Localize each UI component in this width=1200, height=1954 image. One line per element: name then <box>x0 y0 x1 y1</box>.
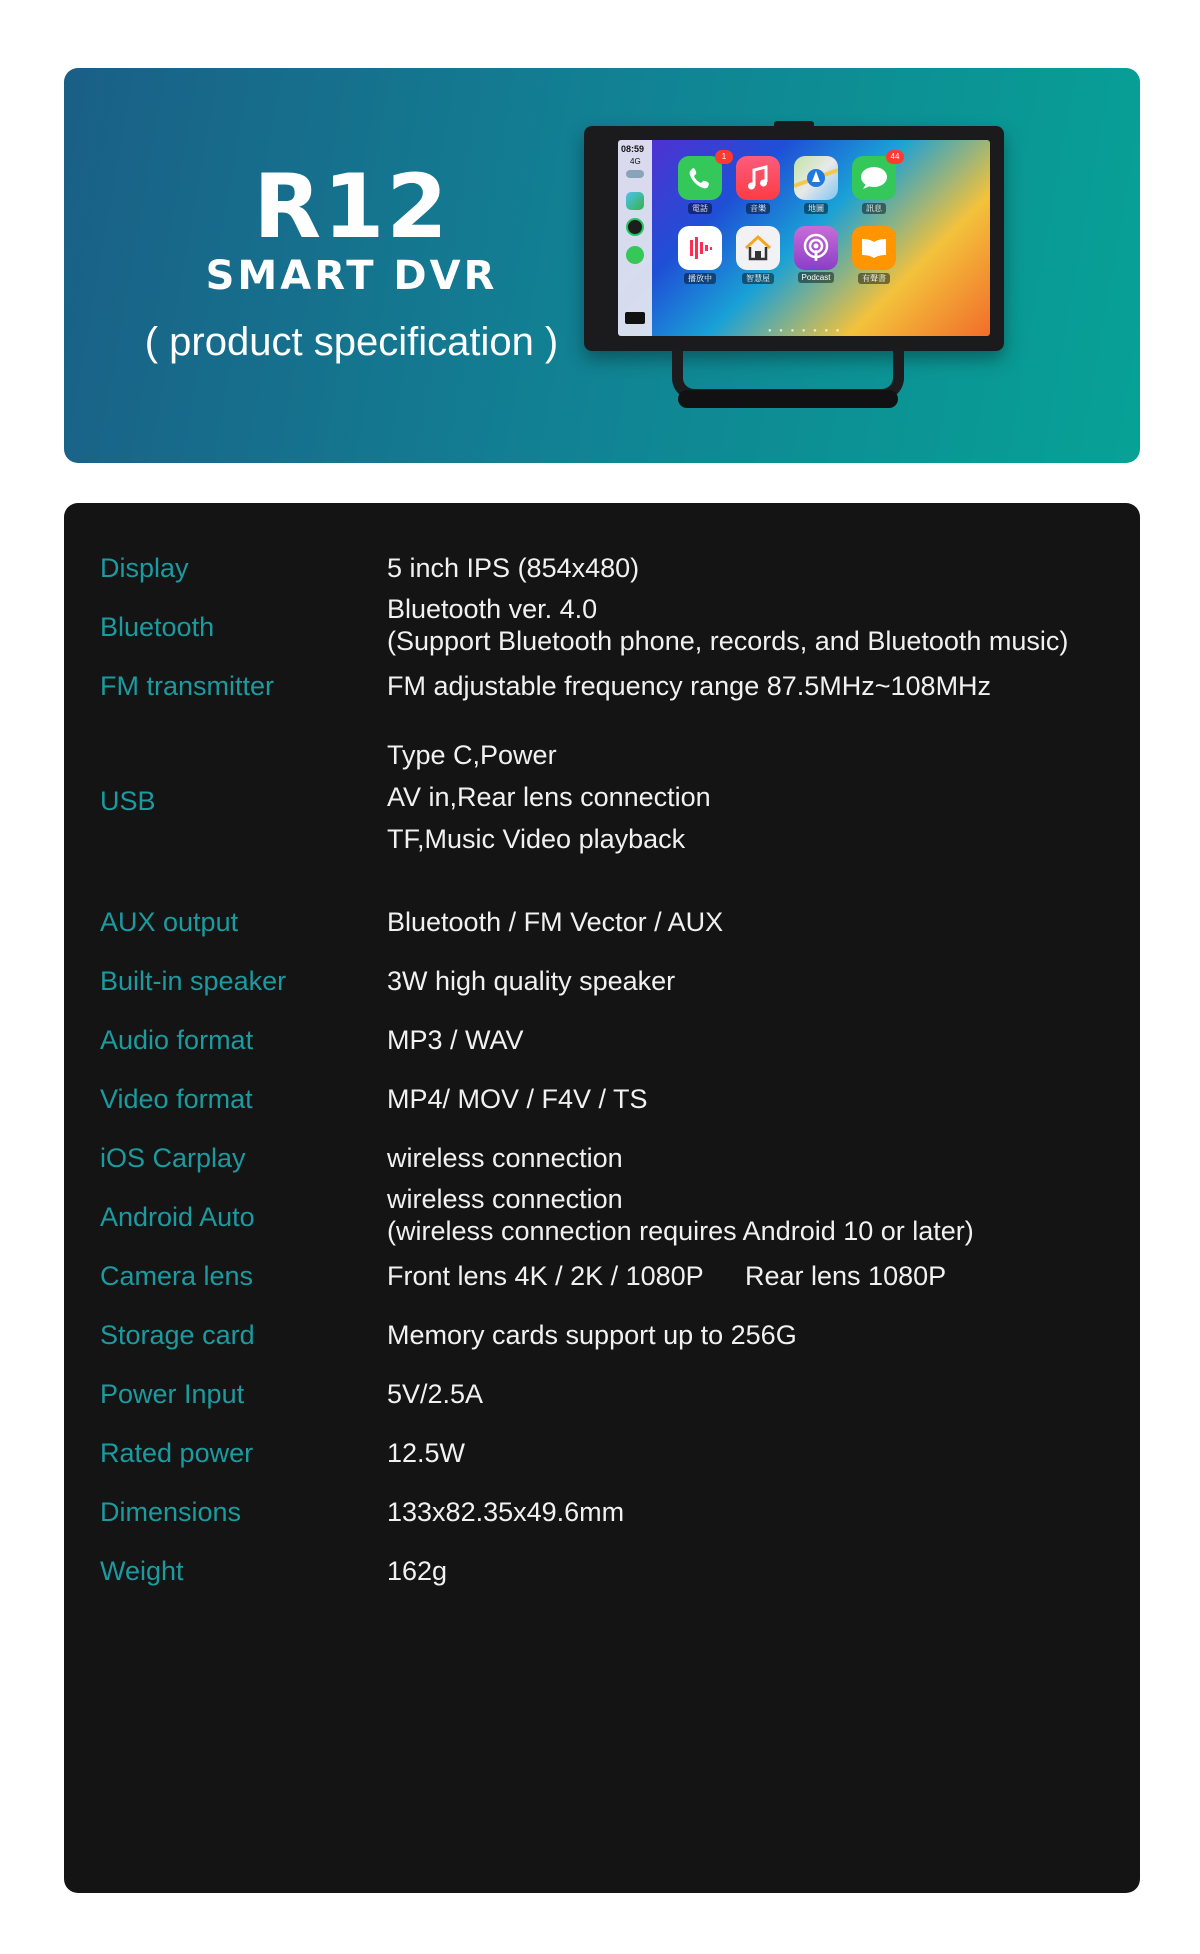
network-text: 4G <box>630 157 641 166</box>
spec-value-line: AV in,Rear lens connection <box>387 782 711 812</box>
spec-value <box>387 1083 648 1115</box>
spec-value-line: Bluetooth / FM Vector / AUX <box>387 907 724 937</box>
phone-badge: 1 <box>715 150 733 164</box>
spec-label: Dimensions <box>100 1497 242 1527</box>
spec-value <box>387 593 1068 657</box>
spec-label: Storage card <box>100 1320 255 1350</box>
device-screen <box>618 140 990 336</box>
spec-value-line: Memory cards support up to 256G <box>387 1320 797 1350</box>
spec-value-line: 162g <box>387 1556 448 1586</box>
messages-badge: 44 <box>886 150 904 164</box>
spec-label: iOS Carplay <box>100 1143 246 1173</box>
spec-label: Built-in speaker <box>100 966 287 996</box>
spec-label: Audio format <box>100 1025 254 1055</box>
spec-table <box>64 503 1140 1893</box>
carplay-status-bar <box>618 140 652 336</box>
spec-value <box>387 965 675 997</box>
dashboard-icon <box>625 312 645 324</box>
page-dots: ● ● ● ● ● ● ● <box>768 328 843 334</box>
product-subtitle: SMART DVR <box>205 253 498 299</box>
spec-label: Camera lens <box>100 1261 254 1291</box>
phone-app-icon <box>678 156 722 200</box>
spec-value-line: FM adjustable frequency range 87.5MHz~108MHz <box>387 671 992 701</box>
spec-value <box>387 734 711 860</box>
podcast-app-icon <box>794 226 838 270</box>
spec-value-line: MP4/ MOV / F4V / TS <box>387 1084 648 1114</box>
now-playing-app-icon <box>678 226 722 270</box>
spec-value-front: Front lens 4K / 2K / 1080P <box>387 1261 704 1291</box>
battery-icon <box>626 170 644 178</box>
maps-icon <box>626 192 644 210</box>
app-label: 地圖 <box>804 203 828 214</box>
maps-app-icon <box>794 156 838 200</box>
app-label: 音樂 <box>746 203 770 214</box>
spec-value <box>387 1183 974 1247</box>
device-stand-base <box>678 390 898 408</box>
spec-value-line: 3W high quality speaker <box>387 966 676 996</box>
home-app-icon <box>736 226 780 270</box>
product-banner <box>64 68 1140 463</box>
audiobooks-app-icon <box>852 226 896 270</box>
spec-label: Rated power <box>100 1438 254 1468</box>
app-label: 智慧屋 <box>742 273 774 284</box>
spec-value <box>387 1319 797 1351</box>
spec-value-line: wireless connection <box>387 1184 623 1214</box>
spec-label: FM transmitter <box>100 671 275 701</box>
clock-text: 08:59 <box>621 144 645 154</box>
model-name: R12 <box>253 155 450 258</box>
spec-label: USB <box>100 786 156 816</box>
app-label: Podcast <box>798 272 835 283</box>
spec-value <box>387 552 639 584</box>
spec-value-line: 5V/2.5A <box>387 1379 484 1409</box>
spec-value-line: MP3 / WAV <box>387 1025 524 1055</box>
spec-value <box>387 1496 624 1528</box>
spec-value-line: 133x82.35x49.6mm <box>387 1497 625 1527</box>
spec-value <box>387 906 723 938</box>
spec-label: Weight <box>100 1556 184 1586</box>
spec-value-line: wireless connection <box>387 1143 623 1173</box>
app-label: 有聲書 <box>858 273 890 284</box>
device-image <box>584 126 1004 351</box>
music-app-icon <box>736 156 780 200</box>
app-label: 播放中 <box>684 273 716 284</box>
spec-value-line: (Support Bluetooth phone, records, and Bluetooth music) <box>387 626 1069 656</box>
spec-value <box>387 1378 483 1410</box>
spec-label: Android Auto <box>100 1202 255 1232</box>
spec-value <box>387 1024 524 1056</box>
spec-value-line: Type C,Power <box>387 740 557 770</box>
spec-label: Power Input <box>100 1379 245 1409</box>
messages-icon <box>626 246 644 264</box>
spec-value <box>387 1437 465 1469</box>
spec-value-line: (wireless connection requires Android 10 or later) <box>387 1216 974 1246</box>
spec-value <box>387 1555 447 1587</box>
spec-label: Bluetooth <box>100 612 215 642</box>
spec-value-line: 5 inch IPS (854x480) <box>387 553 640 583</box>
spec-label: AUX output <box>100 907 239 937</box>
spec-value-line: TF,Music Video playback <box>387 824 686 854</box>
app-label: 訊息 <box>862 203 886 214</box>
spec-label: Video format <box>100 1084 253 1114</box>
spec-value <box>387 670 991 702</box>
product-spec-note: ( product specification ) <box>144 320 559 364</box>
app-label: 電話 <box>688 203 712 214</box>
spec-value-rear: Rear lens 1080P <box>745 1261 947 1291</box>
spec-value-line: 12.5W <box>387 1438 466 1468</box>
spec-value <box>387 1142 623 1174</box>
spec-label: Display <box>100 553 189 583</box>
spotify-icon <box>626 218 644 236</box>
spec-value-line: Bluetooth ver. 4.0 <box>387 594 598 624</box>
